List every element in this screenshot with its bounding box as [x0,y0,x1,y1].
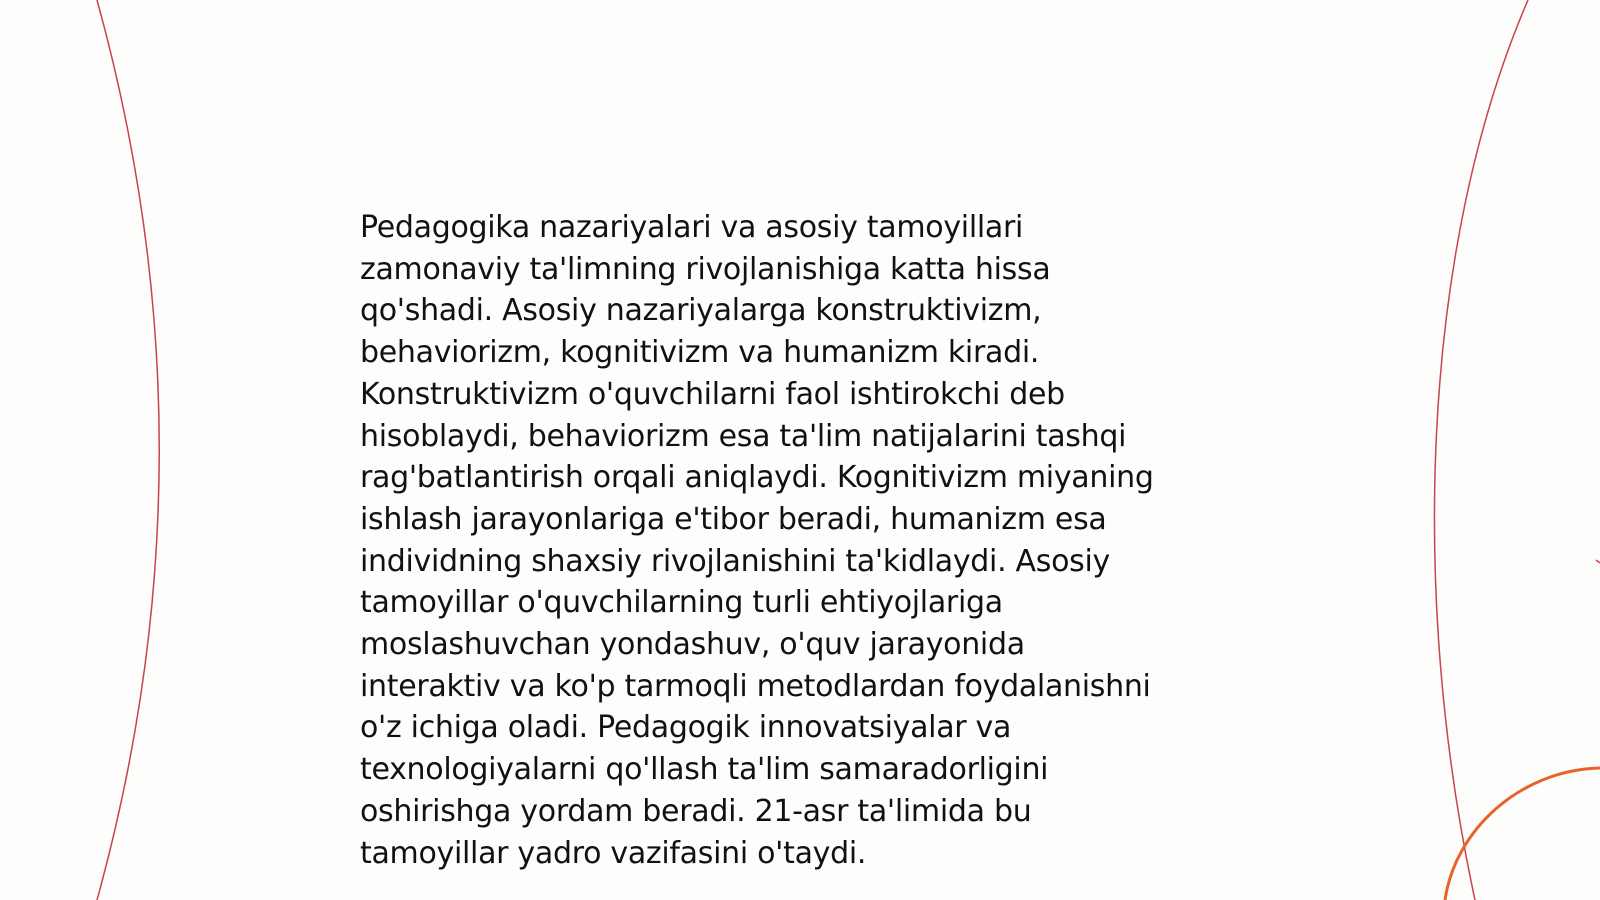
body-line: qo'shadi. Asosiy nazariyalarga konstruktivizm, [360,293,1042,329]
body-line: hisoblaydi, behaviorizm esa ta'lim natijalarini tashqi [360,418,1127,454]
body-line: oshirishga yordam beradi. 21-asr ta'limida bu [360,793,1032,829]
body-line: tamoyillar yadro vazifasini o'taydi. [360,835,867,871]
body-line: interaktiv va ko'p tarmoqli metodlardan foydalanishni [360,668,1151,704]
body-line: o'z ichiga oladi. Pedagogik innovatsiyalar va [360,710,1012,746]
right-curve [1434,0,1528,900]
body-paragraph [360,207,1260,874]
body-line: behaviorizm, kognitivizm va humanizm kiradi. [360,335,1040,371]
body-line: tamoyillar o'quvchilarning turli ehtiyojlariga [360,585,1003,621]
body-line: rag'batlantirish orqali aniqlaydi. Kognitivizm miyaning [360,460,1154,496]
body-line: Pedagogika nazariyalari va asosiy tamoyillari [360,210,1024,245]
orange-arc [1445,768,1600,900]
left-curve [97,0,159,900]
body-line: texnologiyalarni qo'llash ta'lim samaradorligini [360,752,1049,788]
body-line: moslashuvchan yondashuv, o'quv jarayonida [360,627,1025,663]
tick-mark [1596,560,1600,563]
body-line: zamonaviy ta'limning rivojlanishiga katta hissa [360,251,1051,287]
body-line: individning shaxsiy rivojlanishini ta'kidlaydi. Asosiy [360,543,1110,579]
body-line: ishlash jarayonlariga e'tibor beradi, humanizm esa [360,501,1107,537]
body-line: Konstruktivizm o'quvchilarni faol ishtirokchi deb [360,376,1065,412]
